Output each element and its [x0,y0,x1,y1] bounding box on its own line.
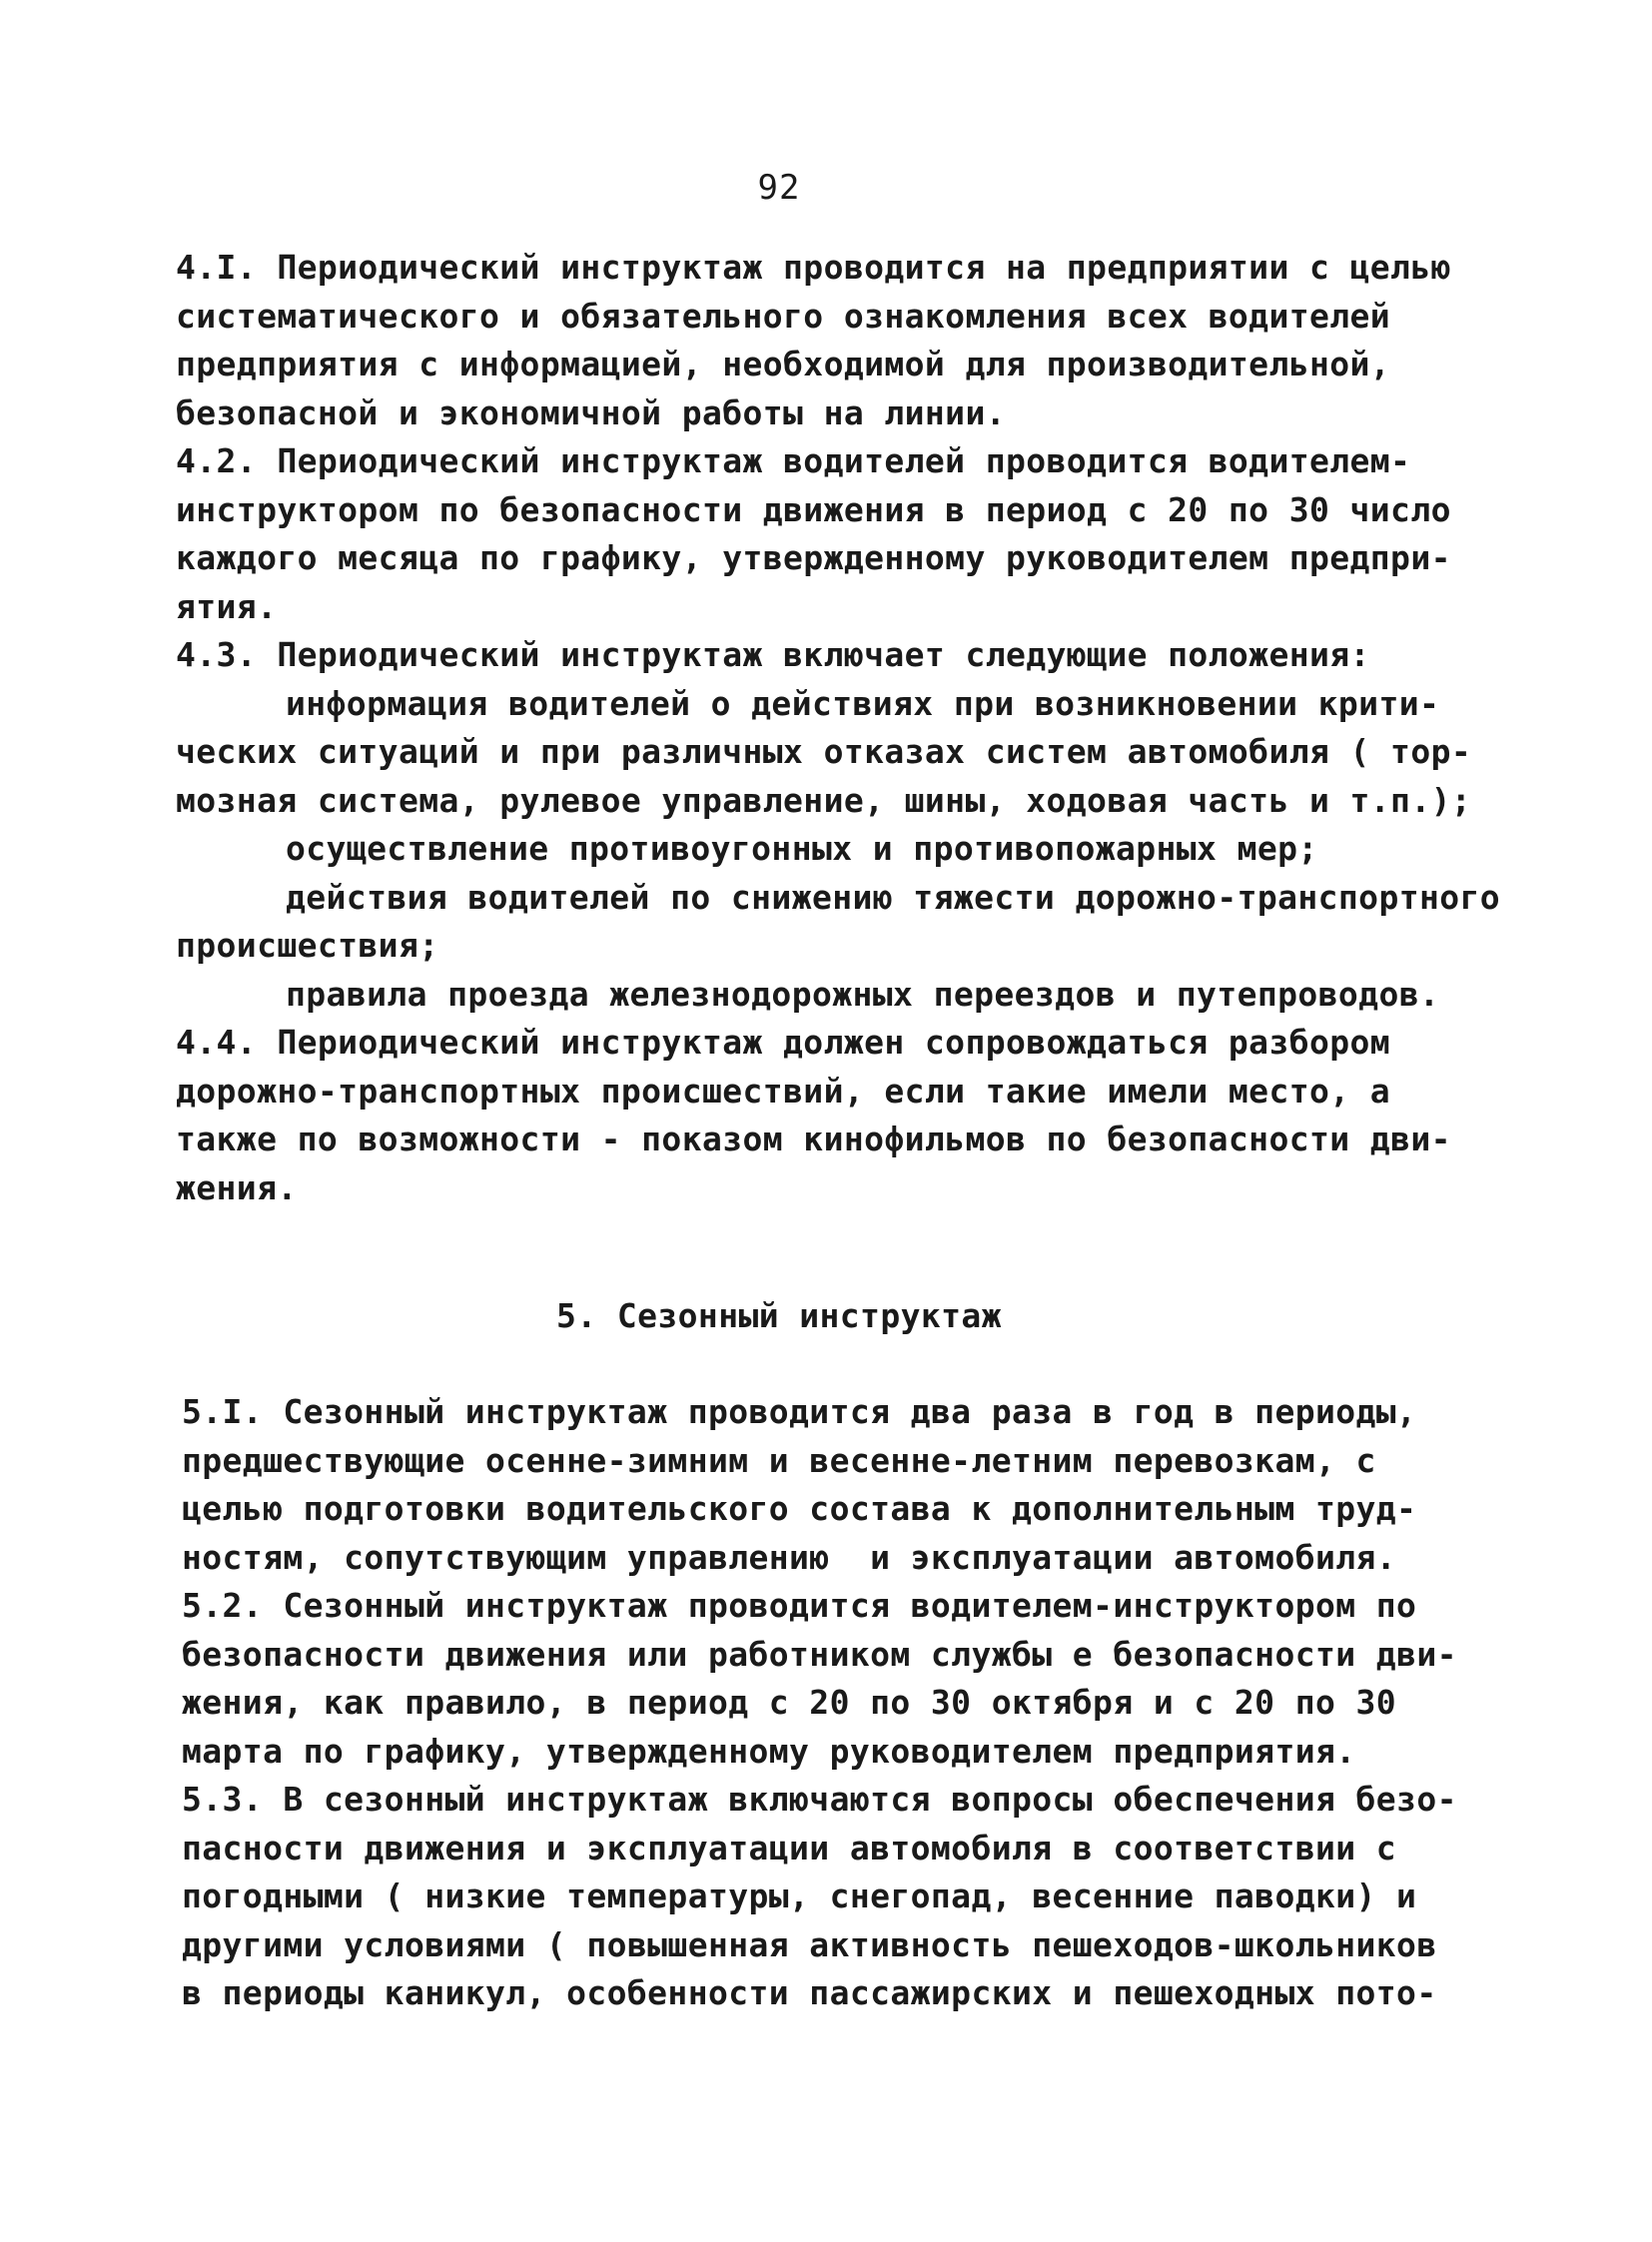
text-line: погодными ( низкие температуры, снегопад, весенние паводки) и [182,1876,1417,1915]
text-line: в периоды каникул, особенности пассажирских и пешеходных пото- [182,1973,1437,2012]
text-line: действия водителей по снижению тяжести дорожно-транспортного [286,877,1501,917]
section-4-text [176,244,1514,1212]
text-line: также по возможности - показом кинофильмов по безопасности дви- [176,1120,1451,1158]
text-line: предшествующие осенне-зимним и весенне-летним перевозкам, с [182,1440,1376,1480]
text-line: пасности движения и эксплуатации автомобиля в соответствии с [182,1828,1397,1868]
text-line: жения. [176,1167,298,1207]
section-5-heading: 5. Сезонный инструктаж [556,1296,1002,1335]
page-number: 92 [757,168,801,208]
text-line: каждого месяца по графику, утвержденному руководителем предпри- [176,538,1451,577]
text-line: 4.3. Периодический инструктаж включает следующие положения: [176,635,1370,674]
text-line: осуществление противоугонных и противопожарных мер; [286,829,1318,868]
text-line: ческих ситуаций и при различных отказах систем автомобиля ( тор- [176,732,1472,771]
text-line: систематического и обязательного ознакомления всех водителей [176,296,1391,336]
text-line: 5.2. Сезонный инструктаж проводится водителем-инструктором по [182,1586,1417,1625]
text-line: мозная система, рулевое управление, шины, ходовая часть и т.п.); [176,780,1472,820]
text-line: марта по графику, утвержденному руководителем предприятия. [182,1731,1356,1771]
text-line: 4.I. Периодический инструктаж проводится на предприятии с целью [176,248,1451,287]
text-line: другими условиями ( повышенная активность пешеходов-школьников [182,1924,1437,1964]
text-line: безопасной и экономичной работы на линии. [176,392,1006,432]
text-line: инструктором по безопасности движения в период с 20 по 30 число [176,489,1451,529]
text-line: 4.2. Периодический инструктаж водителей проводится водителем- [176,441,1411,480]
text-line: ностям, сопутствующим управлению и эксплуатации автомобиля. [182,1537,1397,1577]
section-5-text [182,1388,1520,2018]
text-line: ятия. [176,586,278,626]
text-line: целью подготовки водительского состава к дополнительным труд- [182,1489,1417,1528]
text-line: безопасности движения или работником службы е безопасности дви- [182,1634,1457,1674]
text-line: 5.3. В сезонный инструктаж включаются вопросы обеспечения безо- [182,1780,1457,1819]
text-line: происшествия; [176,926,439,965]
text-line: информация водителей о действиях при возникновении крити- [286,683,1440,723]
text-line: предприятия с информацией, необходимой для производительной, [176,345,1391,383]
text-line: дорожно-транспортных происшествий, если такие имели место, а [176,1071,1391,1111]
text-line: жения, как правило, в период с 20 по 30 октября и с 20 по 30 [182,1683,1397,1722]
text-line: 5.I. Сезонный инструктаж проводится два раза в год в периоды, [182,1392,1417,1431]
text-line: правила проезда железнодорожных переездов и путепроводов. [286,974,1440,1014]
text-line: 4.4. Периодический инструктаж должен сопровождаться разбором [176,1023,1391,1062]
